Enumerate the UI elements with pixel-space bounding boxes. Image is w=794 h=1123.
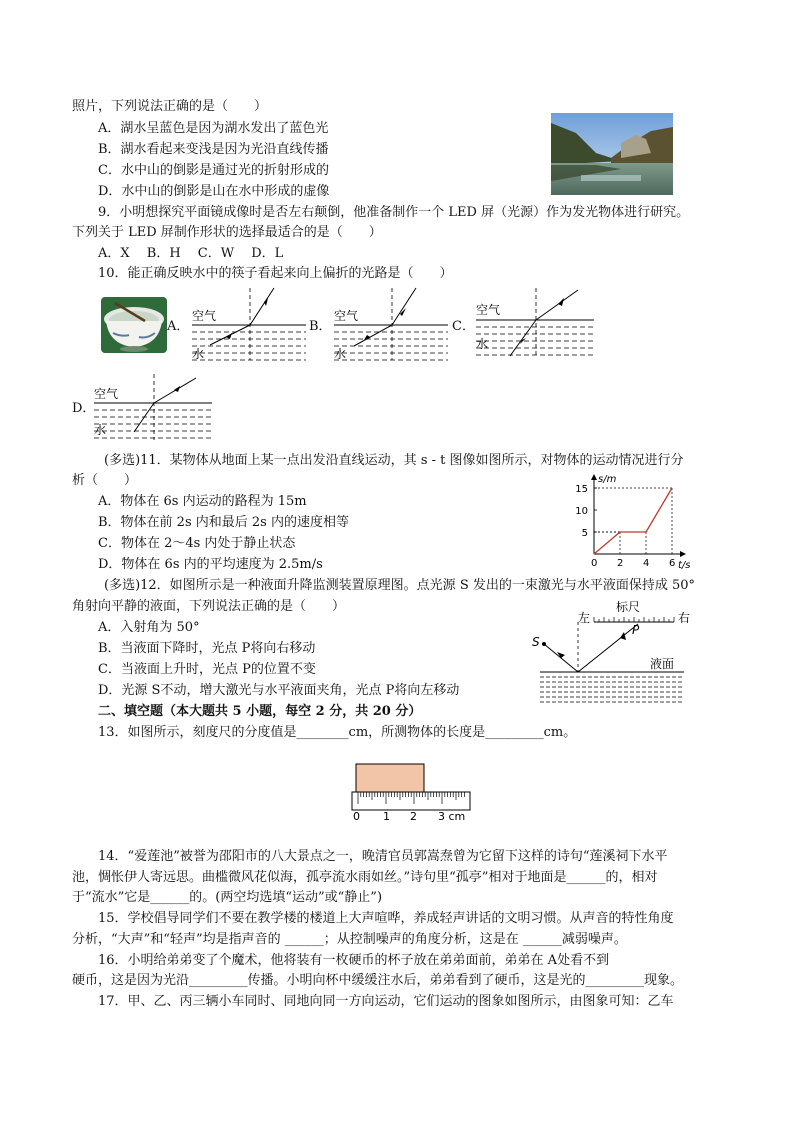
y-axis-label: s/m [598, 474, 617, 485]
q12-option-b: B．当液面下降时，光点 P将向右移动 [98, 641, 316, 656]
q9-line1: 9．小明想探究平面镜成像时是否左右颠倒，他准备制作一个 LED 屏（光源）作为发光物体进行研究。 [98, 205, 690, 220]
q9-line2: 下列关于 LED 屏制作形状的选择最适合的是（ ） [72, 225, 382, 240]
y-axis-arrow [591, 474, 597, 480]
q11-option-a: A．物体在 6s 内运动的路程为 15m [98, 494, 307, 509]
q8-stem: 照片，下列说法正确的是（ ） [72, 99, 268, 114]
q17-line1: 17．甲、乙、丙三辆小车同时、同地向同一方向运动，它们运动的图象如图所示，由图象可知：乙车 [98, 994, 674, 1009]
q8-option-c: C．水中山的倒影是通过光的折射形成的 [98, 163, 329, 178]
q8-option-d: D．水中山的倒影是山在水中形成的虚像 [98, 184, 330, 199]
ruler-label-1: 1 [383, 810, 390, 823]
q10-air-label-a: 空气 [192, 309, 217, 323]
q11-option-c: C．物体在 2～4s 内处于静止状态 [98, 536, 296, 551]
x-tick-label: 0 [591, 558, 598, 569]
ruler-label-2: 2 [410, 810, 417, 823]
q12-line1: (多选)12．如图所示是一种液面升降监测装置原理图。点光源 S 发出的一束激光与水平液面保持成 50° [104, 578, 696, 593]
ruler-name-label: 标尺 [616, 600, 641, 614]
point-p-label: P [632, 623, 640, 637]
q10-water-label-c: 水 [476, 337, 489, 351]
q11-option-b: B．物体在前 2s 内和最后 2s 内的速度相等 [98, 515, 349, 530]
q10-diagram-a [188, 278, 308, 364]
q12-option-d: D．光源 S不动，增大激光与水平液面夹角，光点 P将向左移动 [98, 683, 460, 698]
q10-diagram-d [92, 370, 214, 442]
q10-label-c: C． [452, 319, 475, 334]
ruler-figure [350, 760, 474, 828]
measured-block [356, 764, 424, 792]
q12-line2: 角射向平静的液面，下列说法正确的是（ ） [72, 599, 346, 614]
y-tick-label: 15 [575, 484, 588, 495]
ruler-left-label: 左 [578, 611, 591, 625]
q9-options: A．X B．H C．W D．L [98, 246, 284, 261]
q11-line1: (多选)11．某物体从地面上某一点出发沿直线运动，其 s - t 图像如图所示，对物体的运动情况进行分 [104, 453, 684, 468]
q12-option-a: A．入射角为 50° [98, 620, 200, 635]
section-2-heading: 二、填空题（本大题共 5 小题，每空 2 分，共 20 分） [98, 704, 422, 719]
q10-label-a: A． [167, 319, 190, 334]
source-s-label: S [532, 635, 540, 649]
q11-line2: 析（ ） [72, 473, 138, 488]
bowl-chopsticks-photo [101, 297, 167, 353]
q8-option-a: A．湖水呈蓝色是因为湖水发出了蓝色光 [98, 121, 329, 136]
ruler-label-3: 3 cm [438, 810, 466, 823]
q10-air-label-b: 空气 [334, 309, 359, 323]
lake-photo [551, 113, 673, 195]
liquid-level-diagram [528, 600, 694, 706]
q10-water-label-b: 水 [334, 347, 347, 361]
x-axis-arrow [680, 551, 686, 557]
liquid-surface-label: 液面 [650, 657, 675, 671]
q10-air-label-c: 空气 [476, 303, 501, 317]
q12-option-c: C．当液面上升时，光点 P的位置不变 [98, 662, 316, 677]
q14-line1: 14．“爱莲池”被誉为邵阳市的八大景点之一，晚清官员郭嵩焘曾为它留下这样的诗句“莲溪祠下水平 [98, 849, 668, 864]
y-tick-label: 10 [575, 506, 588, 517]
q13-text: 13．如图所示，刻度尺的分度值是________cm，所测物体的长度是_________cm。 [98, 725, 577, 740]
q10-label-d: D． [72, 401, 96, 416]
q8-option-b: B．湖水看起来变浅是因为光沿直线传播 [98, 142, 329, 157]
q10-water-label-d: 水 [94, 423, 107, 437]
q14-line2: 池，惆怅伊人寄远思。曲槛微风花似海，孤亭流水雨如丝。”诗句里“孤亭”相对于地面是______的，相对 [72, 870, 658, 885]
q10-diagram-c [472, 284, 596, 370]
y-tick-label: 5 [581, 528, 588, 539]
q10-air-label-d: 空气 [94, 387, 119, 401]
x-tick-label: 6 [669, 558, 676, 569]
q16-line2: 硬币，这是因为光沿_________传播。小明向杯中缓缓注水后，弟弟看到了硬币，这是光的_________现象。 [72, 973, 684, 988]
ruler-label-0: 0 [353, 810, 360, 823]
q10-label-b: B． [309, 319, 332, 334]
q16-line1: 16．小明给弟弟变了个魔术，他将装有一枚硬币的杯子放在弟弟面前，弟弟在 A处看不到 [98, 953, 610, 968]
q10-stem: 10．能正确反映水中的筷子看起来向上偏折的光路是（ ） [98, 266, 453, 281]
series-segment [594, 532, 620, 554]
q10-diagram-b [330, 278, 450, 364]
q14-line3: 于“流水”它是______的。(两空均选填“运动”或“静止”) [72, 890, 383, 905]
x-tick-label: 4 [643, 558, 650, 569]
st-graph [568, 474, 690, 574]
x-axis-label: t/s [678, 560, 690, 571]
q15-line2: 分析，“大声”和“轻声”均是指声音的 ______；从控制噪声的角度分析，这是在 ______减弱噪声。 [72, 932, 627, 947]
q11-option-d: D．物体在 6s 内的平均速度为 2.5m/s [98, 557, 323, 572]
q15-line1: 15．学校倡导同学们不要在教学楼的楼道上大声喧哗，养成轻声讲话的文明习惯。从声音的特性角度 [98, 911, 674, 926]
series-segment [646, 488, 672, 532]
q10-water-label-a: 水 [192, 347, 205, 361]
x-tick-label: 2 [617, 558, 624, 569]
ruler-right-label: 右 [678, 611, 691, 625]
